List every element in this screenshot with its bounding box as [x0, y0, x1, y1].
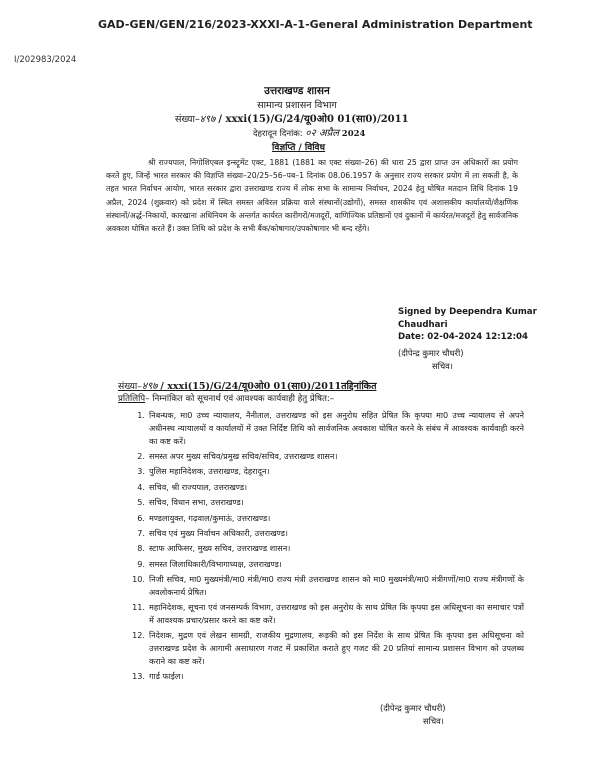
list-item [118, 527, 524, 540]
date-year: 2024 [341, 129, 366, 139]
list-item [118, 481, 524, 494]
place: देहरादून [253, 129, 277, 139]
notice-title: विज्ञप्ति / विविध [272, 143, 326, 153]
recipient-list [118, 409, 524, 686]
list-item [118, 512, 524, 525]
list-text: स्टाफ आफिसर, मुख्य सचिव, उत्तराखण्ड शासन। [149, 543, 291, 554]
signer-post: सचिव। [432, 361, 453, 371]
list-text: महानिदेशक, सूचना एवं जनसम्पर्क विभाग, उत्तराखण्ड को इस अनुरोध के साथ प्रेषित कि कृपया इस अधिसूचना का समाचार पत्रों में आवश्यक प्रचार/प्रसार करने का कष्ट करें। [149, 602, 524, 626]
copy-to-text: – निम्नांकित को सूचनार्थ एवं आवश्यक कार्यवाही हेतु प्रेषित:– [145, 394, 335, 404]
order-number-label: संख्या– [175, 114, 200, 125]
signature-date: Date: 02-04-2024 12:12:04 [398, 332, 529, 342]
order-number [175, 111, 409, 125]
signer-post: सचिव। [423, 716, 444, 726]
list-number: 13. [132, 671, 145, 682]
signer-name: (दीपेन्द्र कुमार चौधरी) [380, 703, 446, 713]
list-item [118, 573, 524, 599]
list-text: सचिव एवं मुख्य निर्वाचन अधिकारी, उत्तराखण्ड। [149, 527, 288, 538]
list-text: निजी सचिव, मा0 मुख्यमंत्री/मा0 मंत्री/मा0 राज्य मंत्री उत्तराखण्ड शासन को मा0 मुख्यमंत्री/मा0 मंत्रीगणों/मा0 राज्य मंत्रीगणों के अवलोकनार्थ प्रेषित। [149, 574, 524, 597]
list-item [118, 558, 524, 571]
copy-number-code: / xxxi(15)/G/24/यू0ओ0 01(सा0)/2011तद्दिनांकित [160, 381, 377, 392]
date-label: दिनांक: [279, 129, 303, 139]
copy-number-label: संख्या– [118, 381, 142, 392]
list-item [118, 409, 524, 447]
list-number: 12. [132, 630, 145, 641]
list-text: मण्डलायुक्त, गढ़वाल/कुमाऊं, उत्तराखण्ड। [149, 512, 271, 523]
list-text: समस्त जिलाधिकारी/विभागाध्यक्ष, उत्तराखण्ड। [149, 558, 282, 569]
list-number: 9. [137, 558, 145, 569]
list-number: 1. [137, 410, 145, 420]
handwritten-date: ०२ अप्रैल [305, 128, 340, 139]
notice-paragraph: श्री राज्यपाल, निगोशिएबल इन्स्ट्रूमेंट एक्ट, 1881 (1881 का एक्ट संख्या–26) की धारा 25 द्वारा प्राप्त उन अधिकारों का प्रयोग करते हुए, जिन्हें भारत सरकार की विज्ञप्ति संख्या–20/25–56–पब–1 दिनांक 08.06.1957 के अनुसार राज्य सरकार प्रयोग में ला सकती है, के तहत भारत निर्वाचन आयोग, भारत सरकार द्वारा उत्तराखण्ड राज्य में लोक सभा के सामान्य निर्वाचन, 2024 हेतु घोषित मतदान तिथि दिनांक 19 अप्रैल, 2024 (शुक्रवार) को प्रदेश में स्थित समस्त अविरल प्रक्रिया वाले संस्थानों(उद्योगों), समस्त शासकीय एवं अशासकीय कार्यालयों/शैक्षणिक संस्थानों/अर्द्ध–निकायों, कारखाना अधिनियम के अन्तर्गत कार्यरत कारीगरों/मजदूरों, वाणिज्यिक प्रतिष्ठानों एवं दुकानों में कार्यरत/मजदूरों हेतु सार्वजनिक अवकाश घोषित करते हैं। उक्त तिथि को प्रदेश के सभी बैंक/कोषागार/उपकोषागार भी बन्द रहेंगे। [106, 158, 518, 234]
list-item [118, 496, 524, 509]
signature-line: Chaudhari [398, 319, 448, 330]
list-number: 5. [137, 497, 145, 508]
copy-to-label: प्रतिलिपि [118, 394, 146, 404]
signer-name: (दीपेन्द्र कुमार चौधरी) [398, 348, 464, 358]
list-item [118, 542, 524, 555]
government-name: उत्तराखण्ड शासन [264, 85, 330, 97]
list-number: 2. [137, 450, 145, 461]
copy-order-number [118, 378, 377, 392]
list-item [118, 450, 524, 463]
list-item [118, 465, 524, 478]
place-date [253, 125, 365, 139]
copy-handwritten-number: ४९७ [141, 381, 158, 392]
list-item [118, 629, 524, 667]
list-text: समस्त अपर मुख्य सचिव/प्रमुख सचिव/सचिव, उत्तराखण्ड शासन। [149, 450, 338, 461]
file-header: GAD-GEN/GEN/216/2023-XXXI-A-1-General Administration Department [98, 18, 533, 31]
list-number: 11. [132, 602, 145, 613]
list-number: 7. [137, 527, 145, 538]
order-number-code: / xxxi(15)/G/24/यू0ओ0 01(सा0)/2011 [218, 114, 409, 125]
list-item [118, 670, 524, 683]
list-number: 6. [137, 512, 145, 523]
list-number: 8. [137, 543, 145, 554]
department-name: सामान्य प्रशासन विभाग [257, 100, 337, 111]
list-number: 4. [137, 481, 145, 492]
list-text: सचिव, श्री राज्यपाल, उत्तराखण्ड। [149, 481, 248, 492]
copy-to-heading [118, 392, 334, 404]
list-text: गार्ड फाईल। [149, 671, 184, 682]
list-number: 3. [137, 466, 145, 477]
list-item [118, 601, 524, 627]
file-reference: I/202983/2024 [14, 55, 77, 65]
list-number: 10. [132, 574, 145, 585]
list-text: निदेशक, मुद्रण एवं लेखन सामग्री, राजकीय मुद्रणालय, रूड़की को इस निर्देश के साथ प्रेषित कि कृपया इस अधिसूचना को उत्तराखण्ड प्रदेश के आगामी असाधारण गजट में प्रकाशित कराते हुए गजट की 20 प्रतियां सामान्य प्रशासन विभाग को उपलब्ध कराने का कष्ट करें। [149, 630, 524, 667]
list-text: सचिव, विधान सभा, उत्तराखण्ड। [149, 497, 244, 508]
handwritten-number: ४९७ [199, 114, 216, 125]
signature-line: Signed by Deependra Kumar [398, 307, 537, 317]
digital-signature [398, 306, 548, 344]
list-text: पुलिस महानिदेशक, उत्तराखण्ड, देहरादून। [149, 466, 270, 477]
list-text: निबन्धक, मा0 उच्च न्यायालय, नैनीताल, उत्तराखण्ड को इस अनुरोध सहित प्रेषित कि कृपया मा0 उच्च न्यायालय से अपने अधीनस्थ न्यायालयों व कार्यालयों में उक्त निर्दिष्ट तिथि को सार्वजनिक अवकाश घोषित करने के संबंध में आवश्यक कार्यवाही करने का कष्ट करें। [149, 410, 524, 446]
